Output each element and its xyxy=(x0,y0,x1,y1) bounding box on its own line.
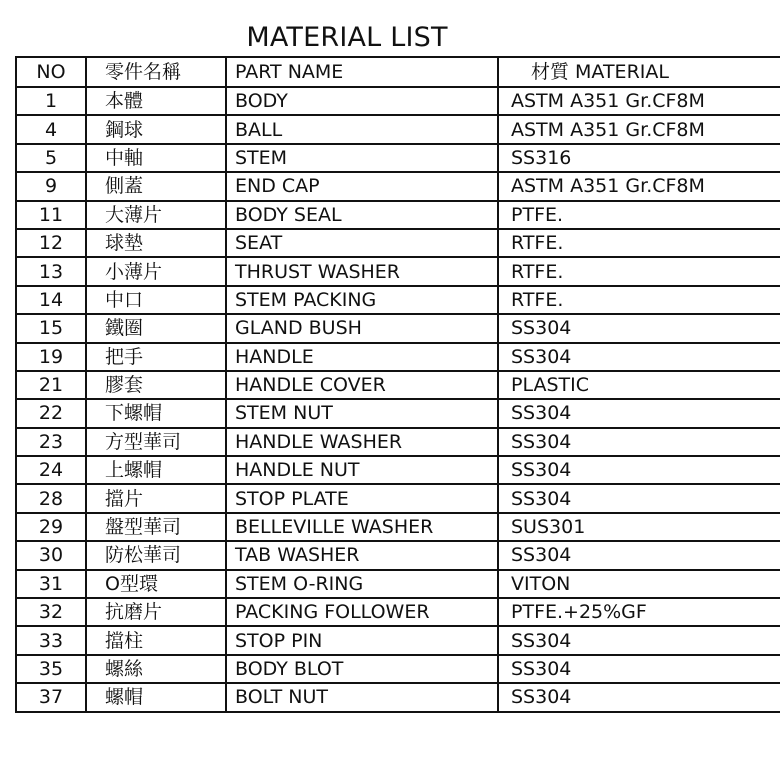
header-no: NO xyxy=(16,57,86,87)
cell-chinese-name: 鐵圈 xyxy=(86,314,226,342)
cell-no: 28 xyxy=(16,484,86,512)
cell-chinese-name: 螺絲 xyxy=(86,655,226,683)
header-part-name: PART NAME xyxy=(226,57,498,87)
table-row xyxy=(16,570,780,598)
cell-chinese-name: 中軸 xyxy=(86,144,226,172)
cell-no: 12 xyxy=(16,229,86,257)
cell-material: RTFE. xyxy=(498,257,780,285)
cell-material: SS304 xyxy=(498,541,780,569)
cell-no: 14 xyxy=(16,286,86,314)
header-material: 材質 MATERIAL xyxy=(498,57,780,87)
cell-chinese-name: 小薄片 xyxy=(86,257,226,285)
table-row xyxy=(16,115,780,143)
table-row xyxy=(16,399,780,427)
cell-material: SS304 xyxy=(498,456,780,484)
cell-part-name: STEM O-RING xyxy=(226,570,498,598)
cell-no: 9 xyxy=(16,172,86,200)
cell-material: SS304 xyxy=(498,626,780,654)
cell-chinese-name: 抗磨片 xyxy=(86,598,226,626)
cell-chinese-name: 擋片 xyxy=(86,484,226,512)
cell-no: 21 xyxy=(16,371,86,399)
table-row xyxy=(16,144,780,172)
table-row xyxy=(16,314,780,342)
cell-chinese-name: 側蓋 xyxy=(86,172,226,200)
cell-no: 5 xyxy=(16,144,86,172)
cell-material: SS304 xyxy=(498,399,780,427)
table-row xyxy=(16,626,780,654)
cell-material: SS316 xyxy=(498,144,780,172)
cell-part-name: GLAND BUSH xyxy=(226,314,498,342)
cell-chinese-name: 方型華司 xyxy=(86,428,226,456)
cell-material: VITON xyxy=(498,570,780,598)
cell-chinese-name: 把手 xyxy=(86,343,226,371)
cell-material: RTFE. xyxy=(498,286,780,314)
cell-part-name: STEM PACKING xyxy=(226,286,498,314)
cell-part-name: BODY SEAL xyxy=(226,201,498,229)
cell-chinese-name: 鋼球 xyxy=(86,115,226,143)
cell-material: ASTM A351 Gr.CF8M xyxy=(498,87,780,115)
table-row xyxy=(16,683,780,711)
table-row xyxy=(16,598,780,626)
cell-material: SUS301 xyxy=(498,513,780,541)
cell-no: 32 xyxy=(16,598,86,626)
page-title: MATERIAL LIST xyxy=(246,22,448,53)
cell-chinese-name: 防松華司 xyxy=(86,541,226,569)
cell-material: SS304 xyxy=(498,683,780,711)
cell-no: 23 xyxy=(16,428,86,456)
cell-no: 37 xyxy=(16,683,86,711)
cell-material: SS304 xyxy=(498,343,780,371)
cell-material: SS304 xyxy=(498,314,780,342)
table-row xyxy=(16,343,780,371)
cell-part-name: BALL xyxy=(226,115,498,143)
table-row xyxy=(16,286,780,314)
cell-material: PLASTIC xyxy=(498,371,780,399)
cell-part-name: HANDLE xyxy=(226,343,498,371)
table-row xyxy=(16,655,780,683)
cell-material: RTFE. xyxy=(498,229,780,257)
table-row xyxy=(16,541,780,569)
cell-chinese-name: O型環 xyxy=(86,570,226,598)
cell-chinese-name: 本體 xyxy=(86,87,226,115)
cell-no: 33 xyxy=(16,626,86,654)
cell-part-name: STEM xyxy=(226,144,498,172)
cell-part-name: BELLEVILLE WASHER xyxy=(226,513,498,541)
cell-material: SS304 xyxy=(498,428,780,456)
cell-part-name: BOLT NUT xyxy=(226,683,498,711)
table-row xyxy=(16,371,780,399)
cell-chinese-name: 大薄片 xyxy=(86,201,226,229)
cell-part-name: STEM NUT xyxy=(226,399,498,427)
cell-chinese-name: 膠套 xyxy=(86,371,226,399)
cell-part-name: PACKING FOLLOWER xyxy=(226,598,498,626)
cell-no: 11 xyxy=(16,201,86,229)
cell-no: 31 xyxy=(16,570,86,598)
cell-no: 29 xyxy=(16,513,86,541)
table-row xyxy=(16,172,780,200)
table-row xyxy=(16,513,780,541)
cell-part-name: HANDLE NUT xyxy=(226,456,498,484)
table-body xyxy=(16,87,780,712)
header-chinese-name: 零件名稱 xyxy=(86,57,226,87)
cell-material: PTFE. xyxy=(498,201,780,229)
cell-chinese-name: 螺帽 xyxy=(86,683,226,711)
cell-part-name: STOP PIN xyxy=(226,626,498,654)
table-row xyxy=(16,229,780,257)
cell-material: SS304 xyxy=(498,655,780,683)
material-table xyxy=(15,56,780,713)
cell-no: 35 xyxy=(16,655,86,683)
cell-material: ASTM A351 Gr.CF8M xyxy=(498,115,780,143)
cell-part-name: SEAT xyxy=(226,229,498,257)
cell-part-name: BODY BLOT xyxy=(226,655,498,683)
cell-chinese-name: 上螺帽 xyxy=(86,456,226,484)
cell-no: 19 xyxy=(16,343,86,371)
cell-no: 22 xyxy=(16,399,86,427)
cell-chinese-name: 中口 xyxy=(86,286,226,314)
table-row xyxy=(16,428,780,456)
table-row xyxy=(16,456,780,484)
cell-part-name: BODY xyxy=(226,87,498,115)
cell-part-name: HANDLE COVER xyxy=(226,371,498,399)
cell-part-name: TAB WASHER xyxy=(226,541,498,569)
cell-no: 4 xyxy=(16,115,86,143)
cell-no: 30 xyxy=(16,541,86,569)
cell-part-name: HANDLE WASHER xyxy=(226,428,498,456)
table-row xyxy=(16,87,780,115)
table-header-row xyxy=(16,57,780,87)
cell-no: 13 xyxy=(16,257,86,285)
cell-no: 1 xyxy=(16,87,86,115)
cell-part-name: STOP PLATE xyxy=(226,484,498,512)
cell-material: ASTM A351 Gr.CF8M xyxy=(498,172,780,200)
cell-chinese-name: 擋柱 xyxy=(86,626,226,654)
cell-material: SS304 xyxy=(498,484,780,512)
cell-chinese-name: 盤型華司 xyxy=(86,513,226,541)
cell-no: 15 xyxy=(16,314,86,342)
cell-part-name: END CAP xyxy=(226,172,498,200)
cell-chinese-name: 下螺帽 xyxy=(86,399,226,427)
table-row xyxy=(16,257,780,285)
cell-chinese-name: 球墊 xyxy=(86,229,226,257)
table-row xyxy=(16,484,780,512)
cell-no: 24 xyxy=(16,456,86,484)
table-row xyxy=(16,201,780,229)
cell-part-name: THRUST WASHER xyxy=(226,257,498,285)
cell-material: PTFE.+25%GF xyxy=(498,598,780,626)
